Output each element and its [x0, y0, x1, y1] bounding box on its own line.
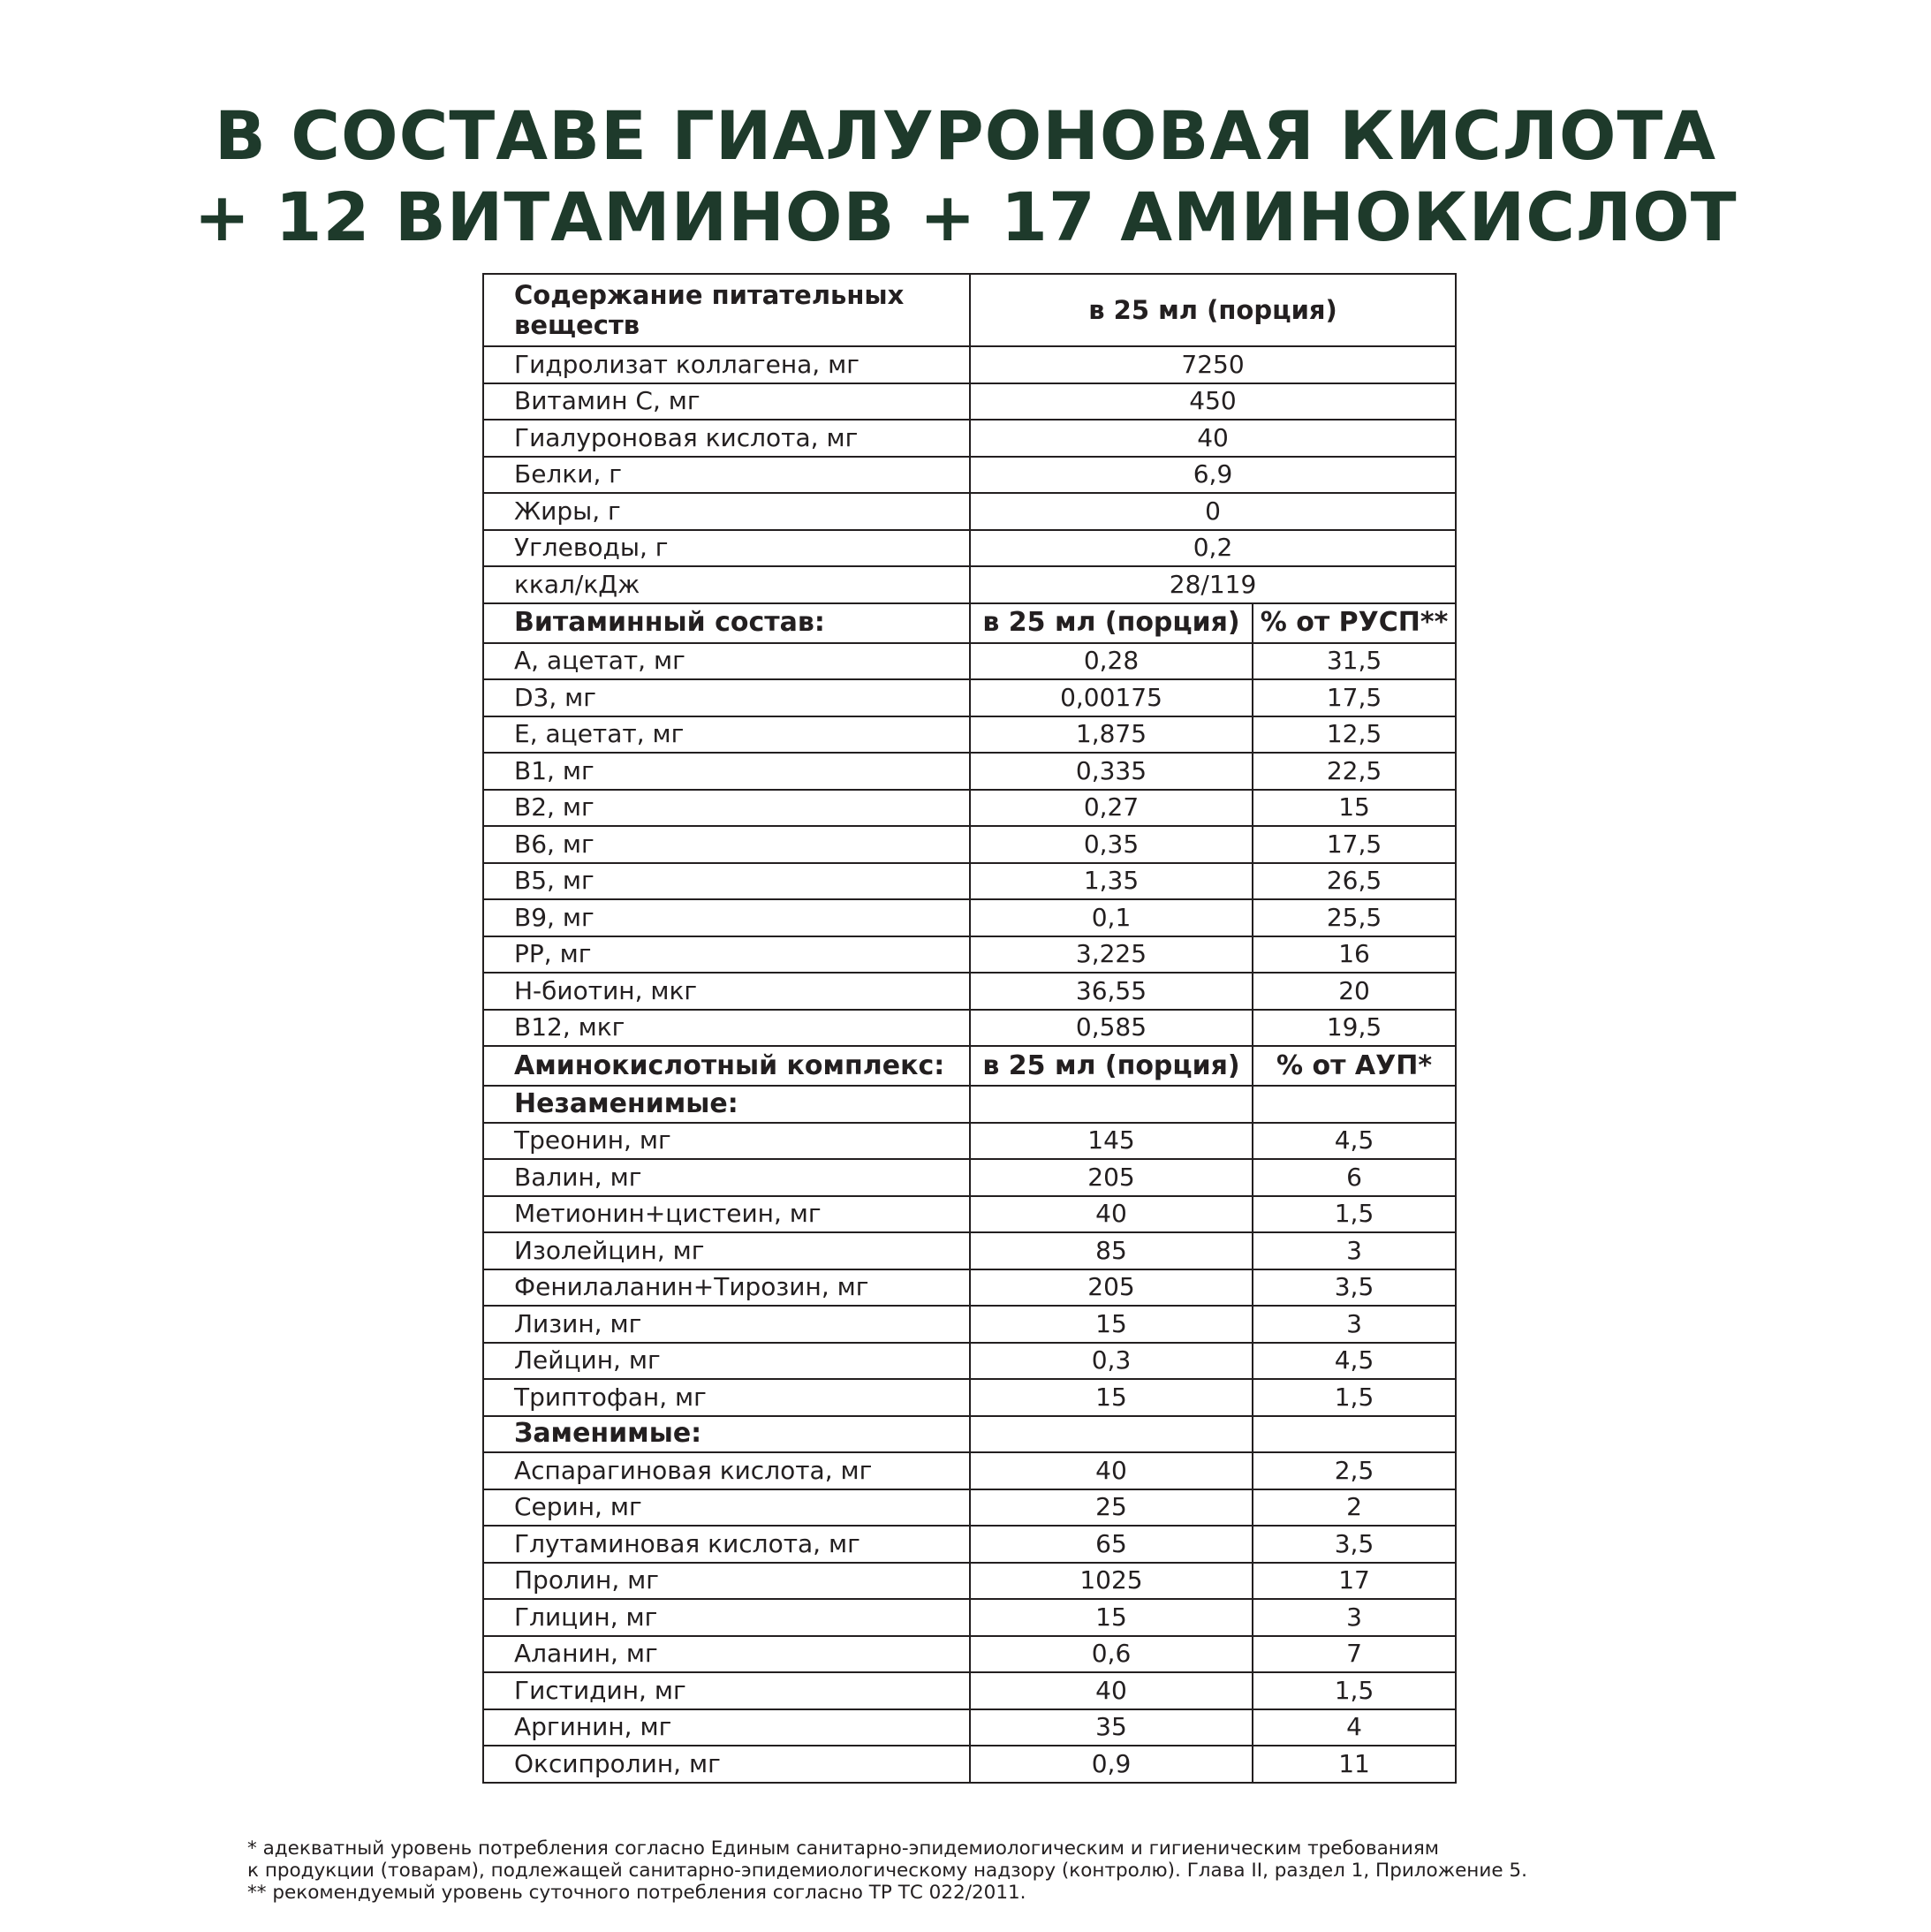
amino-header-row	[483, 1046, 1456, 1086]
vitamin-name: В9, мг	[483, 899, 970, 936]
amino-name: Лейцин, мг	[483, 1343, 970, 1380]
table-row	[483, 679, 1456, 716]
amino-value: 65	[970, 1526, 1253, 1563]
amino-percent: 3	[1253, 1232, 1456, 1269]
nutrient-value: 7250	[970, 346, 1456, 383]
table-row	[483, 973, 1456, 1010]
table-row	[483, 1269, 1456, 1307]
amino-value: 0,6	[970, 1636, 1253, 1673]
amino-name: Валин, мг	[483, 1159, 970, 1196]
amino-percent: 4,5	[1253, 1123, 1456, 1160]
vitamin-name: А, ацетат, мг	[483, 643, 970, 680]
amino-percent: 6	[1253, 1159, 1456, 1196]
vitamins-header-value: в 25 мл (порция)	[970, 603, 1253, 643]
table-header-row	[483, 274, 1456, 346]
vitamin-percent: 22,5	[1253, 753, 1456, 790]
nutrient-name: Жиры, г	[483, 493, 970, 530]
nutrient-value: 0,2	[970, 530, 1456, 567]
footnote-2: к продукции (товарам), подлежащей санитарно-эпидемиологическому надзору (контролю). Глава II, раздел 1, Приложение 5.	[247, 1860, 1527, 1882]
vitamin-value: 36,55	[970, 973, 1253, 1010]
footnote-1: * адекватный уровень потребления согласно Единым санитарно-эпидемиологическим и гигиеническим требованиям	[247, 1837, 1439, 1860]
amino-value: 15	[970, 1306, 1253, 1343]
vitamin-name: D3, мг	[483, 679, 970, 716]
essential-label: Незаменимые:	[483, 1086, 970, 1123]
amino-percent: 2	[1253, 1489, 1456, 1527]
vitamin-percent: 25,5	[1253, 899, 1456, 936]
table-row	[483, 1452, 1456, 1489]
amino-name: Фенилаланин+Тирозин, мг	[483, 1269, 970, 1307]
amino-percent: 4,5	[1253, 1343, 1456, 1380]
nutrition-table	[482, 273, 1457, 1784]
table-row	[483, 383, 1456, 420]
vitamin-name: РР, мг	[483, 936, 970, 974]
nutrient-name: Гидролизат коллагена, мг	[483, 346, 970, 383]
table-row	[483, 1636, 1456, 1673]
vitamin-percent: 26,5	[1253, 863, 1456, 900]
amino-name: Серин, мг	[483, 1489, 970, 1527]
footnotes	[247, 1837, 1527, 1904]
table-row	[483, 1196, 1456, 1233]
amino-percent: 11	[1253, 1746, 1456, 1783]
table-row	[483, 1379, 1456, 1416]
vitamin-name: Е, ацетат, мг	[483, 716, 970, 754]
amino-value: 85	[970, 1232, 1253, 1269]
vitamin-percent: 12,5	[1253, 716, 1456, 754]
amino-percent: 17	[1253, 1563, 1456, 1600]
nutrient-value: 6,9	[970, 457, 1456, 494]
table-row	[483, 1489, 1456, 1527]
table-row	[483, 1563, 1456, 1600]
table-row	[483, 420, 1456, 457]
vitamin-percent: 15	[1253, 790, 1456, 827]
table-row	[483, 716, 1456, 754]
vitamin-value: 1,35	[970, 863, 1253, 900]
vitamin-value: 0,585	[970, 1010, 1253, 1047]
table-row	[483, 1123, 1456, 1160]
vitamin-value: 0,335	[970, 753, 1253, 790]
footnote-3: ** рекомендуемый уровень суточного потребления согласно ТР ТС 022/2011.	[247, 1882, 1026, 1904]
table-row	[483, 530, 1456, 567]
amino-percent: 4	[1253, 1709, 1456, 1746]
nutrient-value: 40	[970, 420, 1456, 457]
amino-value: 205	[970, 1269, 1253, 1307]
table-row	[483, 1599, 1456, 1636]
amino-percent: 1,5	[1253, 1672, 1456, 1709]
vitamin-value: 0,00175	[970, 679, 1253, 716]
nonessential-label: Заменимые:	[483, 1416, 970, 1453]
table-row	[483, 1010, 1456, 1047]
vitamin-value: 0,28	[970, 643, 1253, 680]
title-line-2: + 12 ВИТАМИНОВ + 17 АМИНОКИСЛОТ	[193, 178, 1738, 256]
vitamin-name: В1, мг	[483, 753, 970, 790]
amino-name: Изолейцин, мг	[483, 1232, 970, 1269]
vitamin-value: 3,225	[970, 936, 1253, 974]
table-row	[483, 1232, 1456, 1269]
amino-name: Аргинин, мг	[483, 1709, 970, 1746]
amino-percent: 1,5	[1253, 1379, 1456, 1416]
vitamin-name: В2, мг	[483, 790, 970, 827]
nutrient-name: ккал/кДж	[483, 566, 970, 603]
vitamin-value: 1,875	[970, 716, 1253, 754]
amino-name: Пролин, мг	[483, 1563, 970, 1600]
empty-cell	[970, 1416, 1253, 1453]
amino-percent: 1,5	[1253, 1196, 1456, 1233]
table-row	[483, 457, 1456, 494]
amino-name: Оксипролин, мг	[483, 1746, 970, 1783]
vitamin-value: 0,35	[970, 826, 1253, 863]
amino-percent: 3,5	[1253, 1526, 1456, 1563]
header-label: Содержание питательных веществ	[483, 274, 970, 346]
empty-cell	[1253, 1086, 1456, 1123]
header-value: в 25 мл (порция)	[970, 274, 1456, 346]
amino-name: Треонин, мг	[483, 1123, 970, 1160]
amino-name: Аланин, мг	[483, 1636, 970, 1673]
table-row	[483, 790, 1456, 827]
vitamin-percent: 17,5	[1253, 679, 1456, 716]
amino-percent: 3	[1253, 1306, 1456, 1343]
table-row	[483, 1526, 1456, 1563]
amino-value: 15	[970, 1379, 1253, 1416]
vitamin-name: В12, мкг	[483, 1010, 970, 1047]
amino-value: 205	[970, 1159, 1253, 1196]
amino-value: 0,9	[970, 1746, 1253, 1783]
nutrient-value: 450	[970, 383, 1456, 420]
vitamin-name: Н-биотин, мкг	[483, 973, 970, 1010]
empty-cell	[1253, 1416, 1456, 1453]
amino-value: 1025	[970, 1563, 1253, 1600]
vitamin-percent: 31,5	[1253, 643, 1456, 680]
amino-name: Триптофан, мг	[483, 1379, 970, 1416]
table-row	[483, 1746, 1456, 1783]
amino-value: 40	[970, 1672, 1253, 1709]
title-line-1: В СОСТАВЕ ГИАЛУРОНОВАЯ КИСЛОТА	[214, 96, 1717, 175]
amino-name: Метионин+цистеин, мг	[483, 1196, 970, 1233]
vitamins-header-percent: % от РУСП**	[1253, 603, 1456, 643]
table-row	[483, 753, 1456, 790]
amino-value: 35	[970, 1709, 1253, 1746]
nonessential-group-row	[483, 1416, 1456, 1453]
table-row	[483, 863, 1456, 900]
amino-header-value: в 25 мл (порция)	[970, 1046, 1253, 1086]
table-row	[483, 1709, 1456, 1746]
table-row	[483, 643, 1456, 680]
vitamins-header-label: Витаминный состав:	[483, 603, 970, 643]
page-title	[0, 95, 1931, 258]
vitamin-percent: 20	[1253, 973, 1456, 1010]
amino-value: 40	[970, 1196, 1253, 1233]
amino-percent: 7	[1253, 1636, 1456, 1673]
empty-cell	[970, 1086, 1253, 1123]
amino-percent: 2,5	[1253, 1452, 1456, 1489]
essential-group-row	[483, 1086, 1456, 1123]
amino-percent: 3,5	[1253, 1269, 1456, 1307]
amino-value: 15	[970, 1599, 1253, 1636]
amino-name: Глицин, мг	[483, 1599, 970, 1636]
amino-name: Лизин, мг	[483, 1306, 970, 1343]
vitamin-name: В6, мг	[483, 826, 970, 863]
vitamin-percent: 19,5	[1253, 1010, 1456, 1047]
nutrient-value: 0	[970, 493, 1456, 530]
amino-header-label: Аминокислотный комплекс:	[483, 1046, 970, 1086]
amino-value: 25	[970, 1489, 1253, 1527]
amino-name: Глутаминовая кислота, мг	[483, 1526, 970, 1563]
amino-name: Аспарагиновая кислота, мг	[483, 1452, 970, 1489]
amino-value: 40	[970, 1452, 1253, 1489]
vitamin-value: 0,1	[970, 899, 1253, 936]
amino-percent: 3	[1253, 1599, 1456, 1636]
vitamin-value: 0,27	[970, 790, 1253, 827]
table-row	[483, 1306, 1456, 1343]
amino-name: Гистидин, мг	[483, 1672, 970, 1709]
vitamin-name: В5, мг	[483, 863, 970, 900]
table-row	[483, 346, 1456, 383]
vitamin-percent: 17,5	[1253, 826, 1456, 863]
table-row	[483, 1343, 1456, 1380]
nutrient-name: Гиалуроновая кислота, мг	[483, 420, 970, 457]
amino-value: 0,3	[970, 1343, 1253, 1380]
table-row	[483, 493, 1456, 530]
nutrient-value: 28/119	[970, 566, 1456, 603]
table-row	[483, 566, 1456, 603]
nutrient-name: Витамин С, мг	[483, 383, 970, 420]
table-row	[483, 936, 1456, 974]
vitamin-percent: 16	[1253, 936, 1456, 974]
amino-value: 145	[970, 1123, 1253, 1160]
table-row	[483, 899, 1456, 936]
amino-header-percent: % от АУП*	[1253, 1046, 1456, 1086]
nutrient-name: Белки, г	[483, 457, 970, 494]
table-row	[483, 1159, 1456, 1196]
table-row	[483, 1672, 1456, 1709]
nutrient-name: Углеводы, г	[483, 530, 970, 567]
vitamins-header-row	[483, 603, 1456, 643]
table-row	[483, 826, 1456, 863]
